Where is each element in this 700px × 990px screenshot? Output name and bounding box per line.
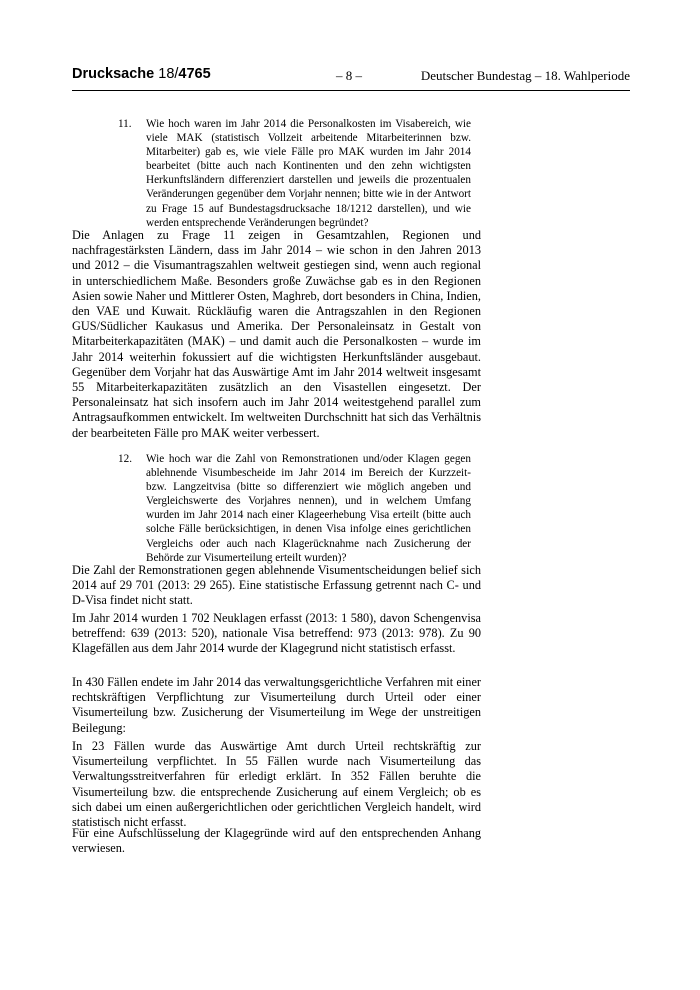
- doc-label: Drucksache: [72, 66, 155, 82]
- question-number: 12.: [118, 453, 132, 465]
- parliament-period: Deutscher Bundestag – 18. Wahlperiode: [420, 68, 630, 83]
- doc-id: [72, 66, 211, 82]
- question-12: [118, 452, 471, 565]
- doc-number-prefix: 18/: [158, 66, 179, 82]
- answer-12-outcomes: [72, 739, 481, 830]
- answer-12-annex-reference: [72, 826, 481, 856]
- question-11: [118, 117, 471, 230]
- doc-number: 4765: [178, 66, 211, 82]
- answer-12-court-proceedings: [72, 675, 481, 736]
- answer-11: [72, 228, 481, 441]
- header-rule: [72, 90, 630, 91]
- page-header: [72, 66, 630, 88]
- question-number: 11.: [118, 118, 132, 130]
- answer-12-new-lawsuits: [72, 611, 481, 657]
- page-number: – 8 –: [336, 68, 362, 83]
- answer-paragraph: Die Zahl der Remonstrationen gegen ablehnende Visumentscheidungen belief sich 2014 auf 29 701 (2013: 29 265). Eine statistische Erfassung getrennt nach C- und D-Visa findet nicht statt.: [72, 563, 481, 608]
- answer-paragraph: In 23 Fällen wurde das Auswärtige Amt durch Urteil rechtskräftig zur Visumerteilung verpflichtet. In 55 Fällen wurde nach Visumerteilung das Verwaltungsstreitverfahren für erledigt erklärt. In 352 Fällen beruhte die Visumerteilung bzw. die entsprechende Zusicherung auf einem Vergleich; ob es sich dabei um einen außergerichtlichen oder gerichtlichen Vergleich handelt, wird statistisch nicht erfasst.: [72, 739, 481, 830]
- answer-paragraph: Für eine Aufschlüsselung der Klagegründe wird auf den entsprechenden Anhang verwiesen.: [72, 826, 481, 856]
- answer-paragraph: In 430 Fällen endete im Jahr 2014 das verwaltungsgerichtliche Verfahren mit einer rechtskräftigen Verpflichtung zur Visumerteilung durch Urteil oder einer Visumerteilung bzw. Zusicherung der Visumerteilung im Wege der unstreitigen Beilegung:: [72, 675, 481, 735]
- question-text: Wie hoch waren im Jahr 2014 die Personalkosten im Visabereich, wie viele MAK (statistisch Vollzeit arbeitende Mitarbeiterinnen bzw. Mitarbeiter) gab es, wie viele Fälle pro MAK wurden im Jahr 2014 bearbeitet (bitte auch nach Kontinenten und den zehn wichtigsten Herkunftsländern differenziert darstellen und jeweils die prozentualen Veränderungen gegenüber dem Vorjahr nennen; bitte wie in der Antwort zu Frage 15 auf Bundestagsdrucksache 18/1212 darstellen), und wie werden entsprechende Veränderungen begründet?: [146, 118, 471, 229]
- answer-paragraph: Die Anlagen zu Frage 11 zeigen in Gesamtzahlen, Regionen und nachfragestärksten Ländern, dass im Jahr 2014 – wie schon in den Jahren 2013 und 2012 – die Visumantragszahlen weltweit gestiegen sind, wenn auch regional in unterschiedlichem Maße. Besonders große Zuwächse gab es in den Regionen Asien sowie Naher und Mittlerer Osten, Maghreb, dort besonders in China, Indien, den VAE und Kuwait. Rückläufig waren die Antragszahlen in den Regionen GUS/Südlicher Kaukasus und Amerika. Der Personaleinsatz in Gestalt von Mitarbeiterkapazitäten (MAK) – und damit auch die Personalkosten – wurde im Jahr 2014 weiterhin fokussiert auf die wichtigsten Herkunftsländer ausgebaut. Gegenüber dem Vorjahr hat das Auswärtige Amt im Jahr 2014 weltweit insgesamt 55 Mitarbeiterkapazitäten zusätzlich an den Visastellen eingesetzt. Der Personaleinsatz hat sich insofern auch im Jahr 2014 weitestgehend parallel zum Antragsaufkommen entwickelt. Im weltweiten Durchschnitt hat sich das Verhältnis der bearbeiteten Fälle pro MAK weiter verbessert.: [72, 228, 481, 440]
- question-text: Wie hoch war die Zahl von Remonstrationen und/oder Klagen gegen ablehnende Visumbescheide im Jahr 2014 im Bereich der Kurzzeit- bzw. Langzeitvisa (bitte so differenziert wie möglich angeben und Vergleichswerte des Vorjahres nennen), und in welchem Umfang wurden im Jahr 2014 nach einer Klageerhebung Visa erteilt (bitte auch solche Fälle berücksichtigen, in denen Visa infolge eines gerichtlichen Vergleichs oder auch nach Klagerücknahme nach Zusicherung der Behörde zur Visumerteilung erteilt wurden)?: [146, 453, 471, 564]
- answer-paragraph: Im Jahr 2014 wurden 1 702 Neuklagen erfasst (2013: 1 580), davon Schengenvisa betreffend: 639 (2013: 520), nationale Visa betreffend: 973 (2013: 978). Zu 90 Klagefällen aus dem Jahr 2014 wurde der Klagegrund nicht statistisch erfasst.: [72, 611, 481, 656]
- answer-12-remonstrations: [72, 563, 481, 609]
